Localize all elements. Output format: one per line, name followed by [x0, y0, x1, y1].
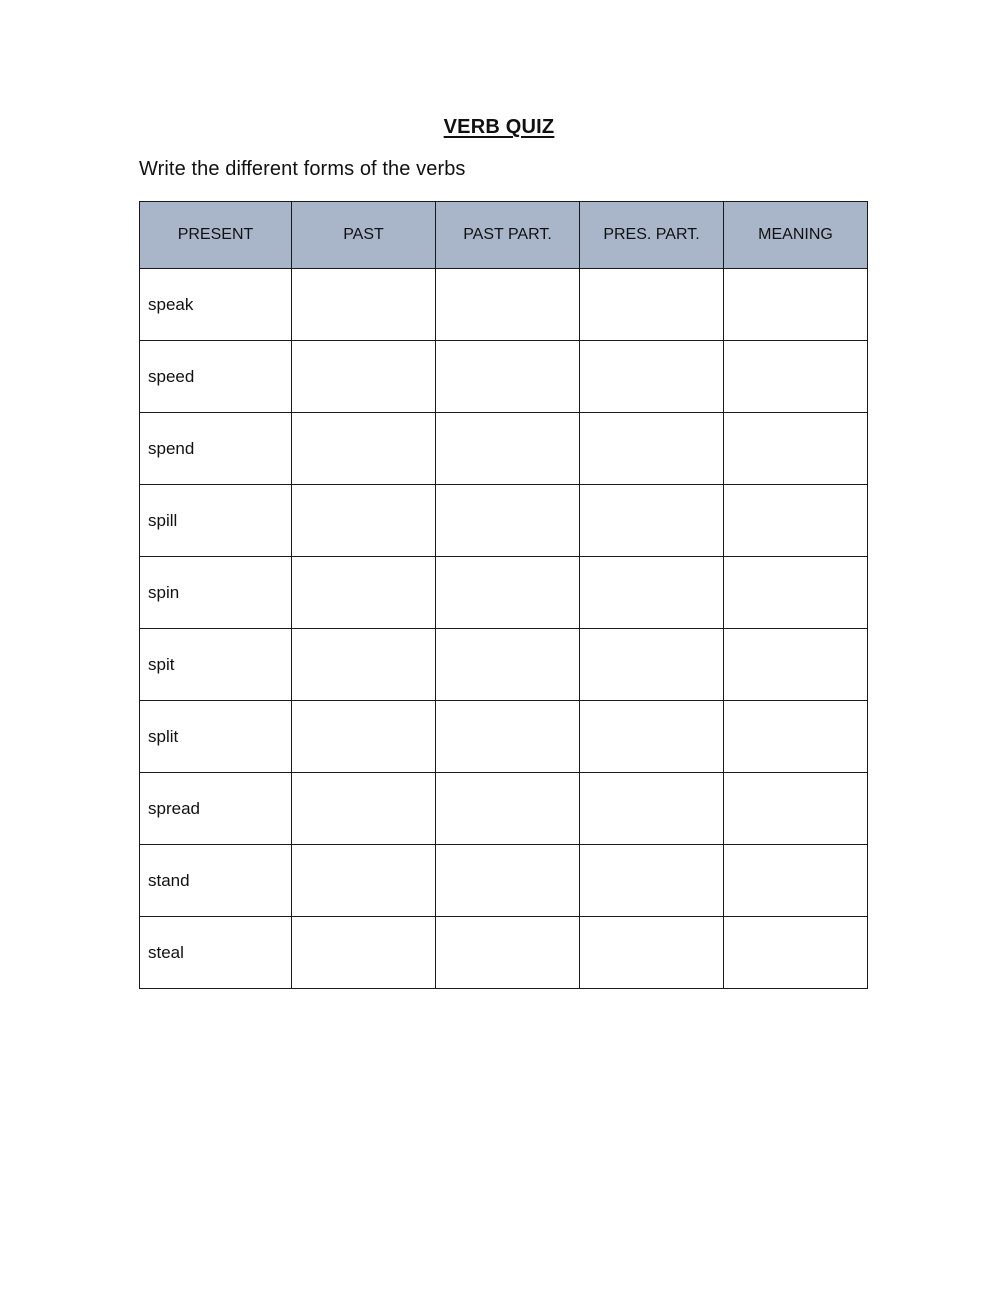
table-row	[140, 269, 868, 341]
present-participle-answer-cell[interactable]	[580, 629, 724, 701]
past-participle-answer-cell[interactable]	[436, 917, 580, 989]
past-answer-cell[interactable]	[292, 917, 436, 989]
meaning-answer-cell[interactable]	[724, 773, 868, 845]
present-cell: spit	[140, 629, 292, 701]
past-participle-answer-cell[interactable]	[436, 701, 580, 773]
past-answer-cell[interactable]	[292, 269, 436, 341]
present-participle-answer-cell[interactable]	[580, 701, 724, 773]
meaning-answer-cell[interactable]	[724, 485, 868, 557]
table-row	[140, 413, 868, 485]
past-answer-cell[interactable]	[292, 557, 436, 629]
header-present-participle: PRES. PART.	[580, 202, 724, 269]
header-past: PAST	[292, 202, 436, 269]
past-participle-answer-cell[interactable]	[436, 341, 580, 413]
table-header	[140, 202, 868, 269]
meaning-answer-cell[interactable]	[724, 269, 868, 341]
present-cell: split	[140, 701, 292, 773]
present-cell: spin	[140, 557, 292, 629]
meaning-answer-cell[interactable]	[724, 341, 868, 413]
past-answer-cell[interactable]	[292, 773, 436, 845]
table-row	[140, 557, 868, 629]
present-cell: spill	[140, 485, 292, 557]
past-participle-answer-cell[interactable]	[436, 845, 580, 917]
header-present: PRESENT	[140, 202, 292, 269]
present-participle-answer-cell[interactable]	[580, 269, 724, 341]
present-cell: stand	[140, 845, 292, 917]
meaning-answer-cell[interactable]	[724, 557, 868, 629]
meaning-answer-cell[interactable]	[724, 413, 868, 485]
present-participle-answer-cell[interactable]	[580, 413, 724, 485]
present-participle-answer-cell[interactable]	[580, 773, 724, 845]
meaning-answer-cell[interactable]	[724, 701, 868, 773]
present-cell: spread	[140, 773, 292, 845]
present-cell: speed	[140, 341, 292, 413]
table-row	[140, 701, 868, 773]
past-participle-answer-cell[interactable]	[436, 629, 580, 701]
past-answer-cell[interactable]	[292, 845, 436, 917]
past-answer-cell[interactable]	[292, 701, 436, 773]
table-row	[140, 341, 868, 413]
table-row	[140, 629, 868, 701]
meaning-answer-cell[interactable]	[724, 917, 868, 989]
present-cell: steal	[140, 917, 292, 989]
present-participle-answer-cell[interactable]	[580, 485, 724, 557]
header-row	[140, 202, 868, 269]
meaning-answer-cell[interactable]	[724, 845, 868, 917]
verb-quiz-table	[139, 201, 868, 989]
past-answer-cell[interactable]	[292, 341, 436, 413]
table-row	[140, 917, 868, 989]
past-answer-cell[interactable]	[292, 413, 436, 485]
table-body	[140, 269, 868, 989]
table-row	[140, 485, 868, 557]
past-answer-cell[interactable]	[292, 485, 436, 557]
present-cell: speak	[140, 269, 292, 341]
table-row	[140, 845, 868, 917]
present-participle-answer-cell[interactable]	[580, 557, 724, 629]
header-past-participle: PAST PART.	[436, 202, 580, 269]
past-participle-answer-cell[interactable]	[436, 485, 580, 557]
past-participle-answer-cell[interactable]	[436, 773, 580, 845]
meaning-answer-cell[interactable]	[724, 629, 868, 701]
table-row	[140, 773, 868, 845]
present-participle-answer-cell[interactable]	[580, 845, 724, 917]
past-participle-answer-cell[interactable]	[436, 413, 580, 485]
present-participle-answer-cell[interactable]	[580, 917, 724, 989]
header-meaning: MEANING	[724, 202, 868, 269]
past-participle-answer-cell[interactable]	[436, 269, 580, 341]
page-title: VERB QUIZ	[443, 116, 555, 138]
past-answer-cell[interactable]	[292, 629, 436, 701]
present-cell: spend	[140, 413, 292, 485]
present-participle-answer-cell[interactable]	[580, 341, 724, 413]
instructions-text: Write the different forms of the verbs	[139, 158, 466, 180]
past-participle-answer-cell[interactable]	[436, 557, 580, 629]
